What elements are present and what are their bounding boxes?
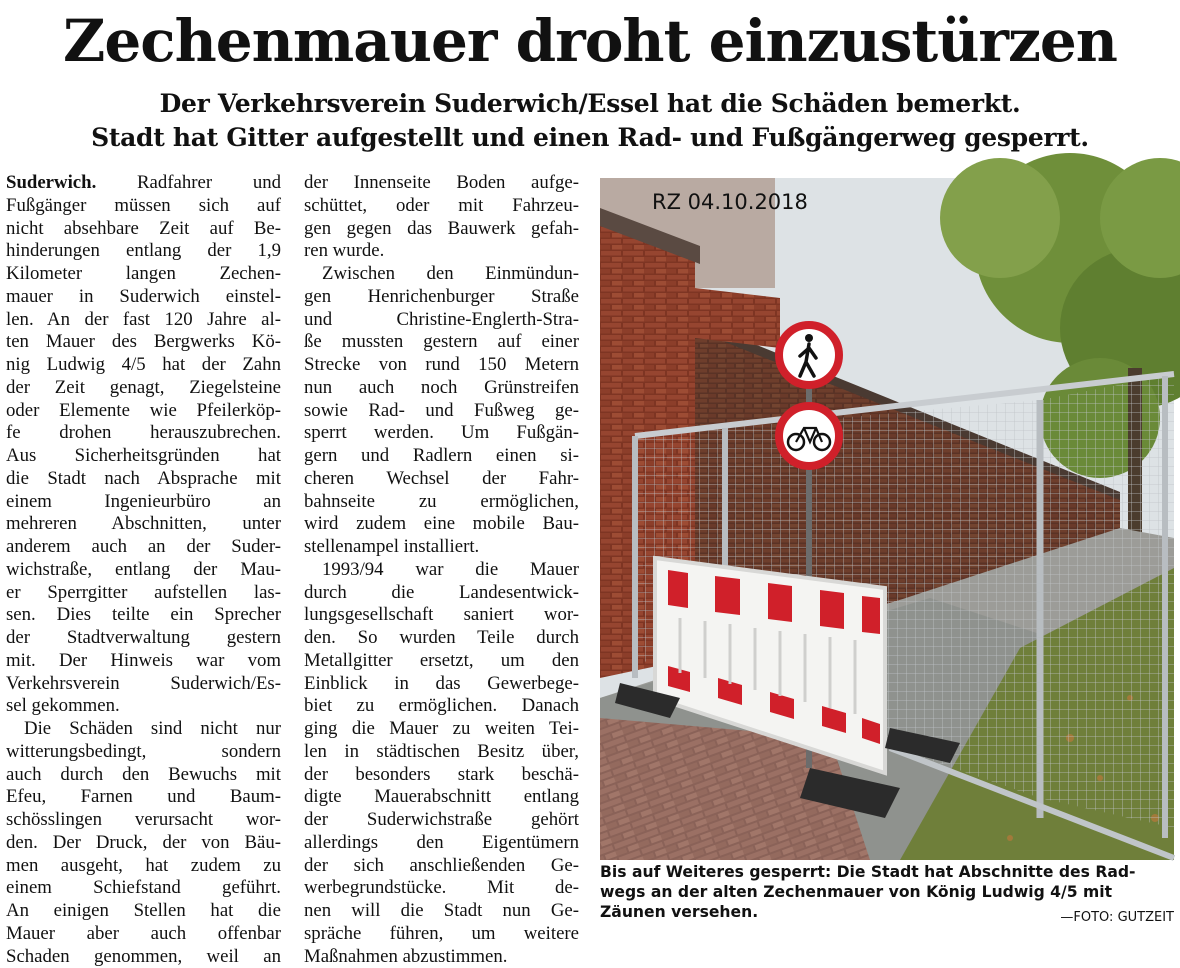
article-line: der Zeit genagt, Ziegelsteine <box>6 377 281 400</box>
article-line: nig Ludwig 4/5 hat der Zahn <box>6 354 281 377</box>
article-line: witterungsbedingt, sondern <box>6 741 281 764</box>
article-line: und Christine-Englerth-Stra- <box>304 309 579 332</box>
article-line: bahnseite zu ermöglichen, <box>304 491 579 514</box>
photo-credit: —FOTO: GUTZEIT <box>1060 910 1174 925</box>
article-line: Schaden genommen, weil an <box>6 946 281 968</box>
article-line: auch durch den Bewuchs mit <box>6 764 281 787</box>
article-line: Verkehrsverein Suderwich/Es- <box>6 673 281 696</box>
article-line: schösslingen verursacht wor- <box>6 809 281 832</box>
article-line: den. Der Druck, der von Bäu- <box>6 832 281 855</box>
article-line: die Stadt nach Absprache mit <box>6 468 281 491</box>
article-line: Suderwich. Radfahrer und <box>6 172 281 195</box>
article-line: 1993/94 war die Mauer <box>304 559 579 582</box>
article-line: sowie Rad- und Fußweg ge- <box>304 400 579 423</box>
article-line: Kilometer langen Zechen- <box>6 263 281 286</box>
pedestrian-prohibited-sign-icon <box>779 325 839 385</box>
article-line: durch die Landesentwick- <box>304 582 579 605</box>
photo-illustration <box>600 178 1174 860</box>
article-line: den. So wurden Teile durch <box>304 627 579 650</box>
article-line: biet zu ermöglichen. Danach <box>304 695 579 718</box>
article-column-1 <box>6 172 281 968</box>
headline: Zechenmauer droht einzustürzen <box>0 4 1180 78</box>
article-line: nun auch noch Grünstreifen <box>304 377 579 400</box>
article-line: allerdings den Eigentümern <box>304 832 579 855</box>
article-line: einem Schiefstand geführt. <box>6 877 281 900</box>
article-line: Zwischen den Einmündun- <box>304 263 579 286</box>
bicycle-prohibited-sign-icon <box>779 406 839 466</box>
article-line: spräche führen, um weitere <box>304 923 579 946</box>
article-line: sen. Dies teilte ein Sprecher <box>6 604 281 627</box>
article-line: anderem auch an der Suder- <box>6 536 281 559</box>
article-line: der besonders stark beschä- <box>304 764 579 787</box>
article-line: wichstraße, entlang der Mau- <box>6 559 281 582</box>
article-line: mehreren Abschnitten, unter <box>6 513 281 536</box>
article-line: men ausgeht, hat zudem zu <box>6 855 281 878</box>
article-line: gen Henrichenburger Straße <box>304 286 579 309</box>
article-line: len in städtischen Besitz über, <box>304 741 579 764</box>
article-line: gern und Radlern einen si- <box>304 445 579 468</box>
subheadline-line-2: Stadt hat Gitter aufgestellt und einen Rad- und Fußgängerweg gesperrt. <box>0 120 1180 156</box>
article-line: einem Ingenieurbüro an <box>6 491 281 514</box>
article-line: An einigen Stellen hat die <box>6 900 281 923</box>
article-line: nen will die Stadt nun Ge- <box>304 900 579 923</box>
article-line: nicht absehbare Zeit auf Be- <box>6 218 281 241</box>
article-line: len. An der fast 120 Jahre al- <box>6 309 281 332</box>
article-line: er Sperrgitter aufstellen las- <box>6 582 281 605</box>
article-line: der Innenseite Boden aufge- <box>304 172 579 195</box>
article-line: der sich anschließenden Ge- <box>304 855 579 878</box>
article-line: oder Elemente wie Pfeilerköp- <box>6 400 281 423</box>
article-line: gen gegen das Bauwerk gefah- <box>304 218 579 241</box>
caption-line: Bis auf Weiteres gesperrt: Die Stadt hat Abschnitte des Rad- <box>600 862 1174 882</box>
article-line: sel gekommen. <box>6 695 281 718</box>
article-line: Metallgitter ersetzt, um den <box>304 650 579 673</box>
subheadline-line-1: Der Verkehrsverein Suderwich/Essel hat die Schäden bemerkt. <box>0 86 1180 122</box>
article-line: der Suderwichstraße gehört <box>304 809 579 832</box>
article-line: Die Schäden sind nicht nur <box>6 718 281 741</box>
article-line: Mauer aber auch offenbar <box>6 923 281 946</box>
article-line: stellenampel installiert. <box>304 536 579 559</box>
article-line: werbegrundstücke. Mit de- <box>304 877 579 900</box>
article-line: ße mussten gestern auf einer <box>304 331 579 354</box>
article-line: ten Mauer des Bergwerks Kö- <box>6 331 281 354</box>
article-line: Strecke von rund 150 Metern <box>304 354 579 377</box>
caption-line: Zäunen versehen. <box>600 902 1174 922</box>
dateline: Suderwich. <box>6 172 96 193</box>
article-line: wird zudem eine mobile Bau- <box>304 513 579 536</box>
article-line: lungsgesellschaft saniert wor- <box>304 604 579 627</box>
article-line: digte Mauerabschnitt entlang <box>304 786 579 809</box>
article-line: Einblick in das Gewerbege- <box>304 673 579 696</box>
article-line: mauer in Suderwich einstel- <box>6 286 281 309</box>
article-photo <box>600 178 1174 860</box>
caption-line: wegs an der alten Zechenmauer von König Ludwig 4/5 mit <box>600 882 1174 902</box>
article-line: Efeu, Farnen und Baum- <box>6 786 281 809</box>
article-line: sperrt werden. Um Fußgän- <box>304 422 579 445</box>
photo-date-stamp: RZ 04.10.2018 <box>652 190 808 214</box>
article-line: mit. Der Hinweis war vom <box>6 650 281 673</box>
article-line: schüttet, oder mit Fahrzeu- <box>304 195 579 218</box>
article-line: der Stadtverwaltung gestern <box>6 627 281 650</box>
article-line: fe drohen herauszubrechen. <box>6 422 281 445</box>
article-line: Maßnahmen abzustimmen. <box>304 946 579 968</box>
article-line: Aus Sicherheitsgründen hat <box>6 445 281 468</box>
article-line: ging die Mauer zu weiten Tei- <box>304 718 579 741</box>
article-line: Fußgänger müssen sich auf <box>6 195 281 218</box>
article-line: ren wurde. <box>304 240 579 263</box>
article-line: cheren Wechsel der Fahr- <box>304 468 579 491</box>
article-line: hinderungen entlang der 1,9 <box>6 240 281 263</box>
article-column-2 <box>304 172 579 968</box>
